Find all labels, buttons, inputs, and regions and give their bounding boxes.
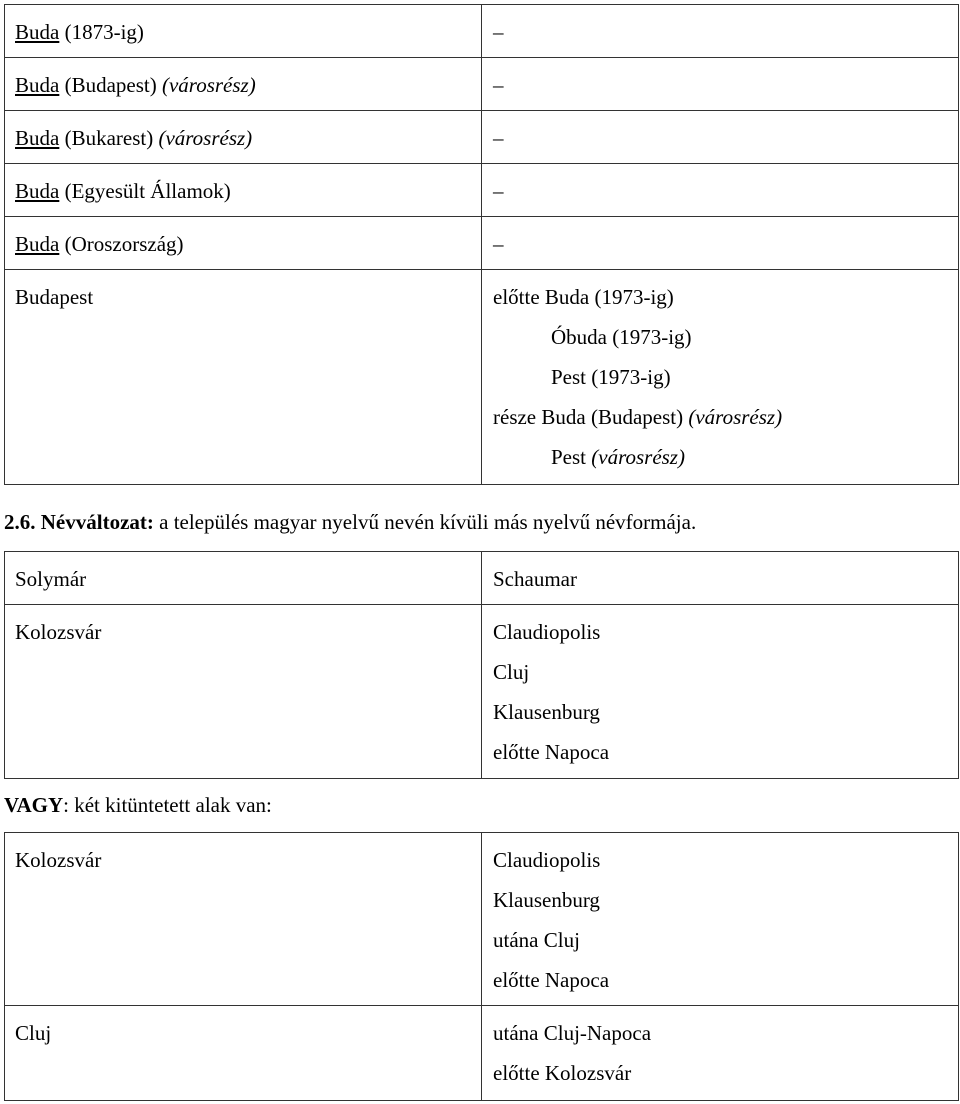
settlement-name: Cluj (15, 1021, 52, 1045)
variant-line: előtte Napoca (493, 968, 610, 992)
qualifier: (Egyesült Államok) (59, 179, 231, 203)
table-cell (5, 605, 482, 779)
table-cell (5, 270, 482, 485)
name-variant-table (4, 551, 959, 779)
settlement-name: Kolozsvár (15, 620, 102, 644)
variant-line: Klausenburg (493, 888, 600, 912)
settlement-name: Kolozsvár (15, 848, 102, 872)
variant-line: Klausenburg (493, 700, 600, 724)
table-cell (5, 164, 482, 217)
or-keyword: VAGY (4, 793, 64, 817)
variant-line: Cluj (493, 660, 530, 684)
variant-line: Schaumar (493, 567, 577, 591)
table-cell (5, 111, 482, 164)
settlement-name: Solymár (15, 567, 87, 591)
table-cell (482, 1006, 959, 1101)
variant-line: előtte Kolozsvár (493, 1061, 632, 1085)
table-cell (5, 58, 482, 111)
table-row (5, 217, 959, 270)
table-row (5, 270, 959, 485)
table-row (5, 58, 959, 111)
table-row (5, 833, 959, 1006)
settlement-link[interactable]: Buda (15, 232, 60, 256)
table-row (5, 5, 959, 58)
table-cell (482, 270, 959, 485)
relation-line: része Buda (Budapest) (városrész) (493, 405, 783, 429)
settlement-name: Budapest (15, 285, 94, 309)
table-cell (482, 58, 959, 111)
relation-line: előtte Buda (1973-ig) (493, 285, 674, 309)
empty-dash: – (493, 126, 504, 150)
qualifier-italic: (városrész) (158, 126, 253, 150)
distinguished-forms-table (4, 832, 959, 1101)
variant-line: előtte Napoca (493, 740, 610, 764)
qualifier-italic: (városrész) (161, 73, 256, 97)
variant-line: utána Cluj-Napoca (493, 1021, 652, 1045)
empty-dash: – (493, 179, 504, 203)
or-text: : két kitüntetett alak van: (63, 793, 272, 817)
table-cell (482, 164, 959, 217)
settlement-link[interactable]: Buda (15, 73, 60, 97)
empty-dash: – (493, 73, 504, 97)
table-cell (5, 217, 482, 270)
qualifier: (Bukarest) (59, 126, 159, 150)
table-cell (5, 1006, 482, 1101)
table-cell (482, 111, 959, 164)
qualifier: (1873-ig) (59, 20, 144, 44)
settlement-link[interactable]: Buda (15, 20, 60, 44)
table-row (5, 1006, 959, 1101)
relation-line: Pest (városrész) (551, 445, 685, 469)
table-cell (482, 217, 959, 270)
relation-line: Pest (1973-ig) (551, 365, 671, 389)
table-row (5, 111, 959, 164)
relation-line: Óbuda (1973-ig) (551, 325, 692, 349)
table-cell (482, 5, 959, 58)
empty-dash: – (493, 232, 504, 256)
table-cell (5, 552, 482, 605)
settlement-link[interactable]: Buda (15, 126, 60, 150)
table-cell (482, 552, 959, 605)
variant-line: Claudiopolis (493, 620, 601, 644)
settlement-name-table (4, 4, 959, 485)
table-row (5, 164, 959, 217)
table-row (5, 552, 959, 605)
variant-line: utána Cluj (493, 928, 580, 952)
qualifier: (Oroszország) (59, 232, 184, 256)
table-cell (482, 833, 959, 1006)
section-term: Névváltozat: (40, 510, 154, 534)
section-heading (4, 502, 696, 542)
section-definition: a település magyar nyelvű nevén kívüli más nyelvű névformája. (153, 510, 697, 534)
settlement-link[interactable]: Buda (15, 179, 60, 203)
table-cell (482, 605, 959, 779)
variant-line: Claudiopolis (493, 848, 601, 872)
table-cell (5, 5, 482, 58)
table-row (5, 605, 959, 779)
table-cell (5, 833, 482, 1006)
empty-dash: – (493, 20, 504, 44)
alternative-note (4, 785, 272, 825)
section-number: 2.6. (4, 510, 36, 534)
qualifier: (Budapest) (59, 73, 162, 97)
